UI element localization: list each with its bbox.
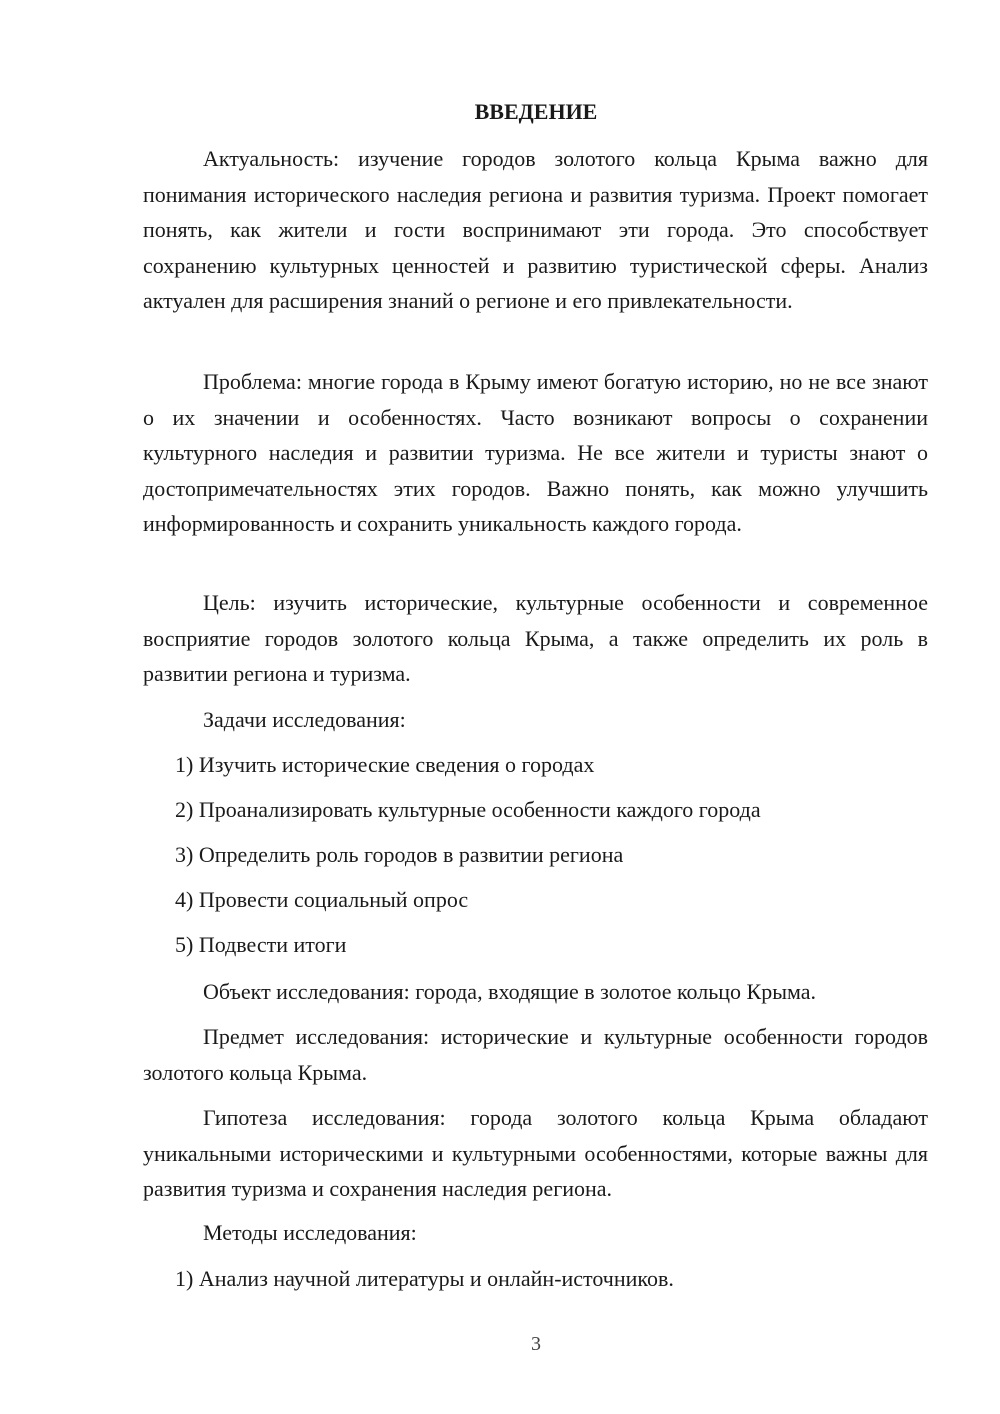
methods-heading: Методы исследования: [203,1220,417,1245]
page-number: 3 [531,1333,541,1355]
tasks-heading: Задачи исследования: [203,707,406,732]
object-paragraph: Объект исследования: города, входящие в золотое кольцо Крыма. [203,979,817,1004]
problem-paragraph: Проблема: многие города в Крыму имеют богатую историю, но не все знают о их значении и особенностях. Часто возникают вопросы о сохранении культурного наследия и развитии туризма. Не все жители и туристы знают о достопримечательностях этих городов. Важно понять, как можно улучшить информированность и сохранить уникальность каждого города. [143,369,928,536]
task-item: 5) Подвести итоги [175,932,347,957]
subject-paragraph: Предмет исследования: исторические и культурные особенности городов золотого кольца Крыма. [143,1024,928,1085]
page-title: ВВЕДЕНИЕ [474,99,598,124]
task-item: 4) Провести социальный опрос [175,887,469,912]
task-item: 3) Определить роль городов в развитии региона [175,842,624,867]
task-item: 1) Изучить исторические сведения о городах [175,752,595,777]
task-item: 2) Проанализировать культурные особенности каждого города [175,797,761,822]
method-item: 1) Анализ научной литературы и онлайн-источников. [175,1266,674,1291]
goal-paragraph: Цель: изучить исторические, культурные особенности и современное восприятие городов золотого кольца Крыма, а также определить их роль в развитии региона и туризма. [143,590,928,686]
relevance-paragraph: Актуальность: изучение городов золотого кольца Крыма важно для понимания исторического наследия региона и развития туризма. Проект помогает понять, как жители и гости воспринимают эти города. Это способствует сохранению культурных ценностей и развитию туристической сферы. Анализ актуален для расширения знаний о регионе и его привлекательности. [143,146,928,313]
hypothesis-paragraph: Гипотеза исследования: города золотого кольца Крыма обладают уникальными историческими и культурными особенностями, которые важны для развития туризма и сохранения наследия региона. [143,1105,928,1201]
